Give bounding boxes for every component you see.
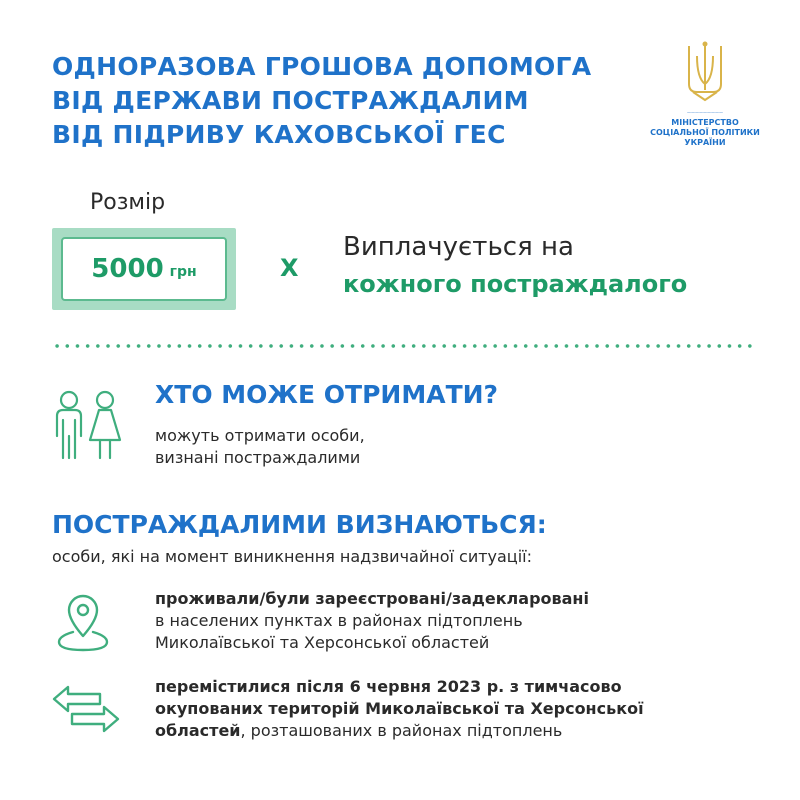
ministry-logo <box>650 40 760 148</box>
multiplier-sign: Х <box>280 254 299 282</box>
logo-line-1: МІНІСТЕРСТВО <box>671 118 739 127</box>
criteria-2-line-3 <box>155 720 644 742</box>
amount-value: 5000 <box>91 254 164 284</box>
criteria-2-line-3-rest: , розташованих в районах підтоплень <box>240 721 563 740</box>
currency-label: грн <box>169 264 197 280</box>
who-title: ХТО МОЖЕ ОТРИМАТИ? <box>155 380 499 409</box>
who-line-1: можуть отримати особи, <box>155 426 365 445</box>
title-line-2: ВІД ДЕРЖАВИ ПОСТРАЖДАЛИМ <box>52 86 529 115</box>
logo-line-3: УКРАЇНИ <box>684 138 726 147</box>
who-description <box>155 425 365 469</box>
paid-line-1: Виплачується на <box>343 232 574 262</box>
criteria-2-line-1: перемістилися після 6 червня 2023 р. з тимчасово <box>155 677 622 696</box>
dotted-divider <box>52 343 752 349</box>
criteria-1-bold: проживали/були зареєстровані/задекларовані <box>155 589 589 608</box>
recognized-subtitle: особи, які на момент виникнення надзвичайної ситуації: <box>52 547 532 566</box>
title-line-1: ОДНОРАЗОВА ГРОШОВА ДОПОМОГА <box>52 52 592 81</box>
criteria-item-2 <box>155 676 644 742</box>
criteria-2-line-3-bold: областей <box>155 721 241 740</box>
location-pin-icon <box>55 592 111 652</box>
trident-icon <box>685 40 725 102</box>
banknote-badge <box>52 228 236 310</box>
criteria-1-line-2: в населених пунктах в районах підтоплень <box>155 611 523 630</box>
criteria-1-line-3: Миколаївської та Херсонської областей <box>155 633 490 652</box>
recognized-title: ПОСТРАЖДАЛИМИ ВИЗНАЮТЬСЯ: <box>52 510 547 539</box>
criteria-2-line-2: окупованих територій Миколаївської та Херсонської <box>155 699 644 718</box>
criteria-item-1 <box>155 588 589 654</box>
who-line-2: визнані постраждалими <box>155 448 361 467</box>
people-icon <box>50 390 126 462</box>
arrows-exchange-icon <box>52 685 120 733</box>
page-title <box>52 50 652 152</box>
title-line-3: ВІД ПІДРИВУ КАХОВСЬКОЇ ГЕС <box>52 120 506 149</box>
logo-divider: ————————— <box>687 110 723 115</box>
banknote-inner <box>61 237 227 301</box>
logo-line-2: СОЦІАЛЬНОЇ ПОЛІТИКИ <box>650 128 760 137</box>
size-label: Розмір <box>90 190 166 215</box>
paid-line-2: кожного постраждалого <box>343 270 688 298</box>
